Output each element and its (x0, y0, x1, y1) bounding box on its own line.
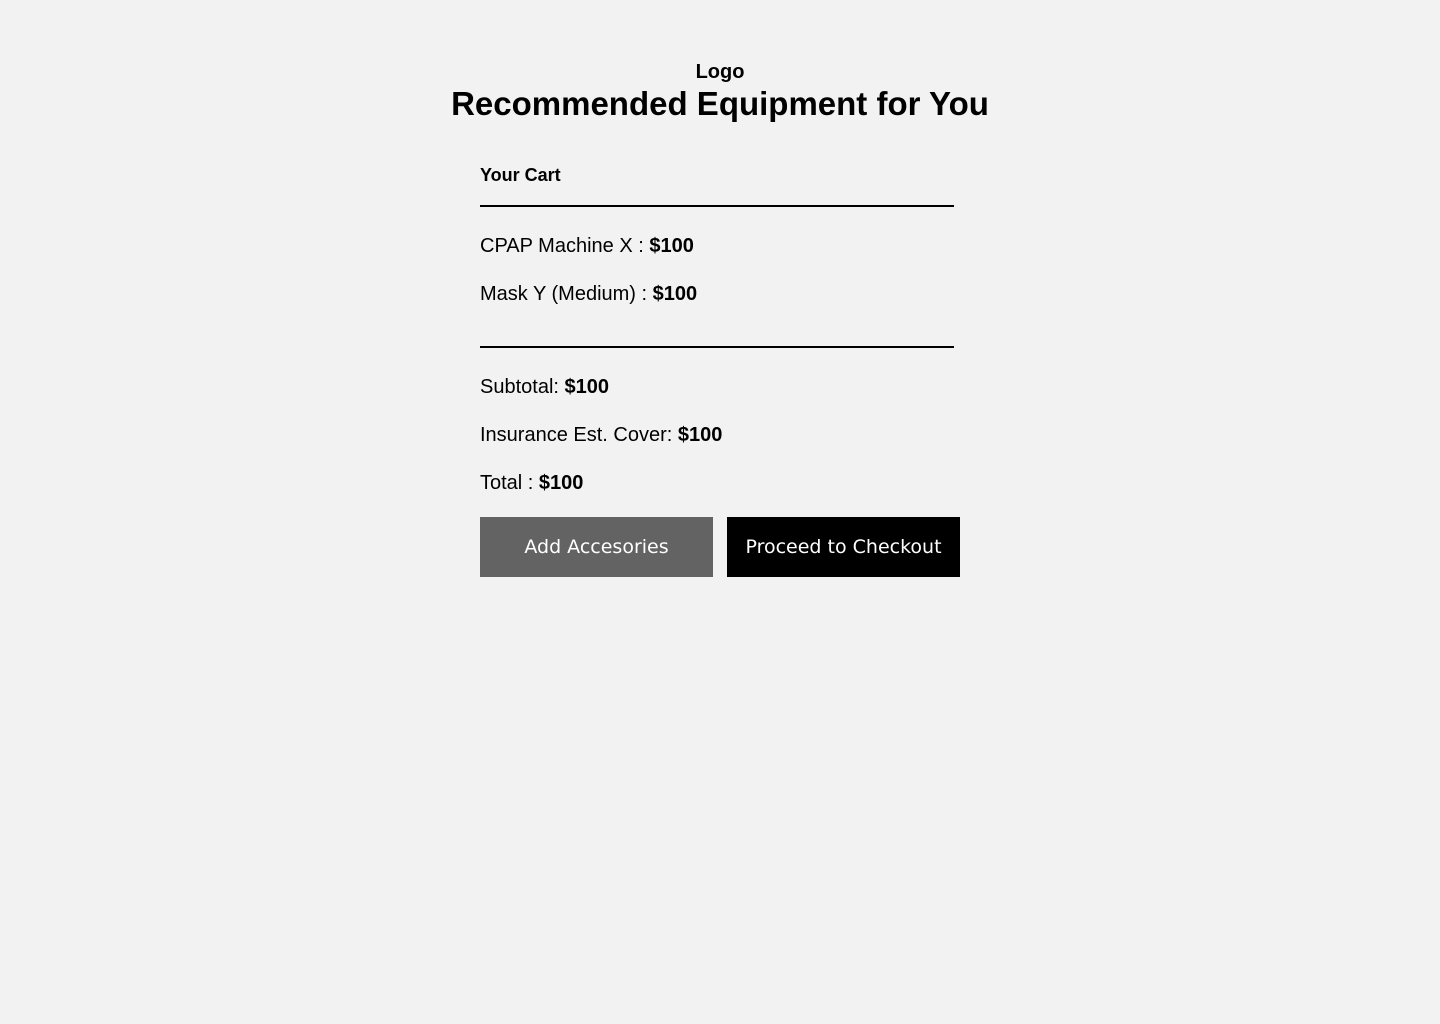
logo[interactable]: Logo (695, 61, 745, 83)
cart-item (480, 234, 694, 258)
subtotal-value: $100 (564, 376, 610, 398)
subtotal-label: Subtotal: (480, 376, 565, 398)
cart-item (480, 282, 697, 306)
cart-divider-bottom (480, 346, 954, 348)
add-accessories-button[interactable]: Add Accesories (480, 517, 713, 577)
cart-item-price: $100 (649, 235, 694, 257)
cart-item-name: CPAP Machine X : (480, 235, 650, 257)
insurance-value: $100 (677, 424, 723, 446)
proceed-to-checkout-button[interactable]: Proceed to Checkout (727, 517, 960, 577)
page-title: Recommended Equipment for You (451, 85, 989, 122)
cart-item-name: Mask Y (Medium) : (480, 283, 653, 305)
total-label: Total : (480, 472, 539, 494)
insurance-label: Insurance Est. Cover: (480, 424, 678, 446)
cart-item-price: $100 (652, 283, 698, 305)
total-value: $100 (538, 472, 584, 494)
cart-divider-top (480, 205, 954, 207)
total-row (480, 471, 583, 495)
cart-heading: Your Cart (480, 165, 561, 185)
insurance-row (480, 423, 722, 447)
subtotal-row (480, 375, 609, 399)
